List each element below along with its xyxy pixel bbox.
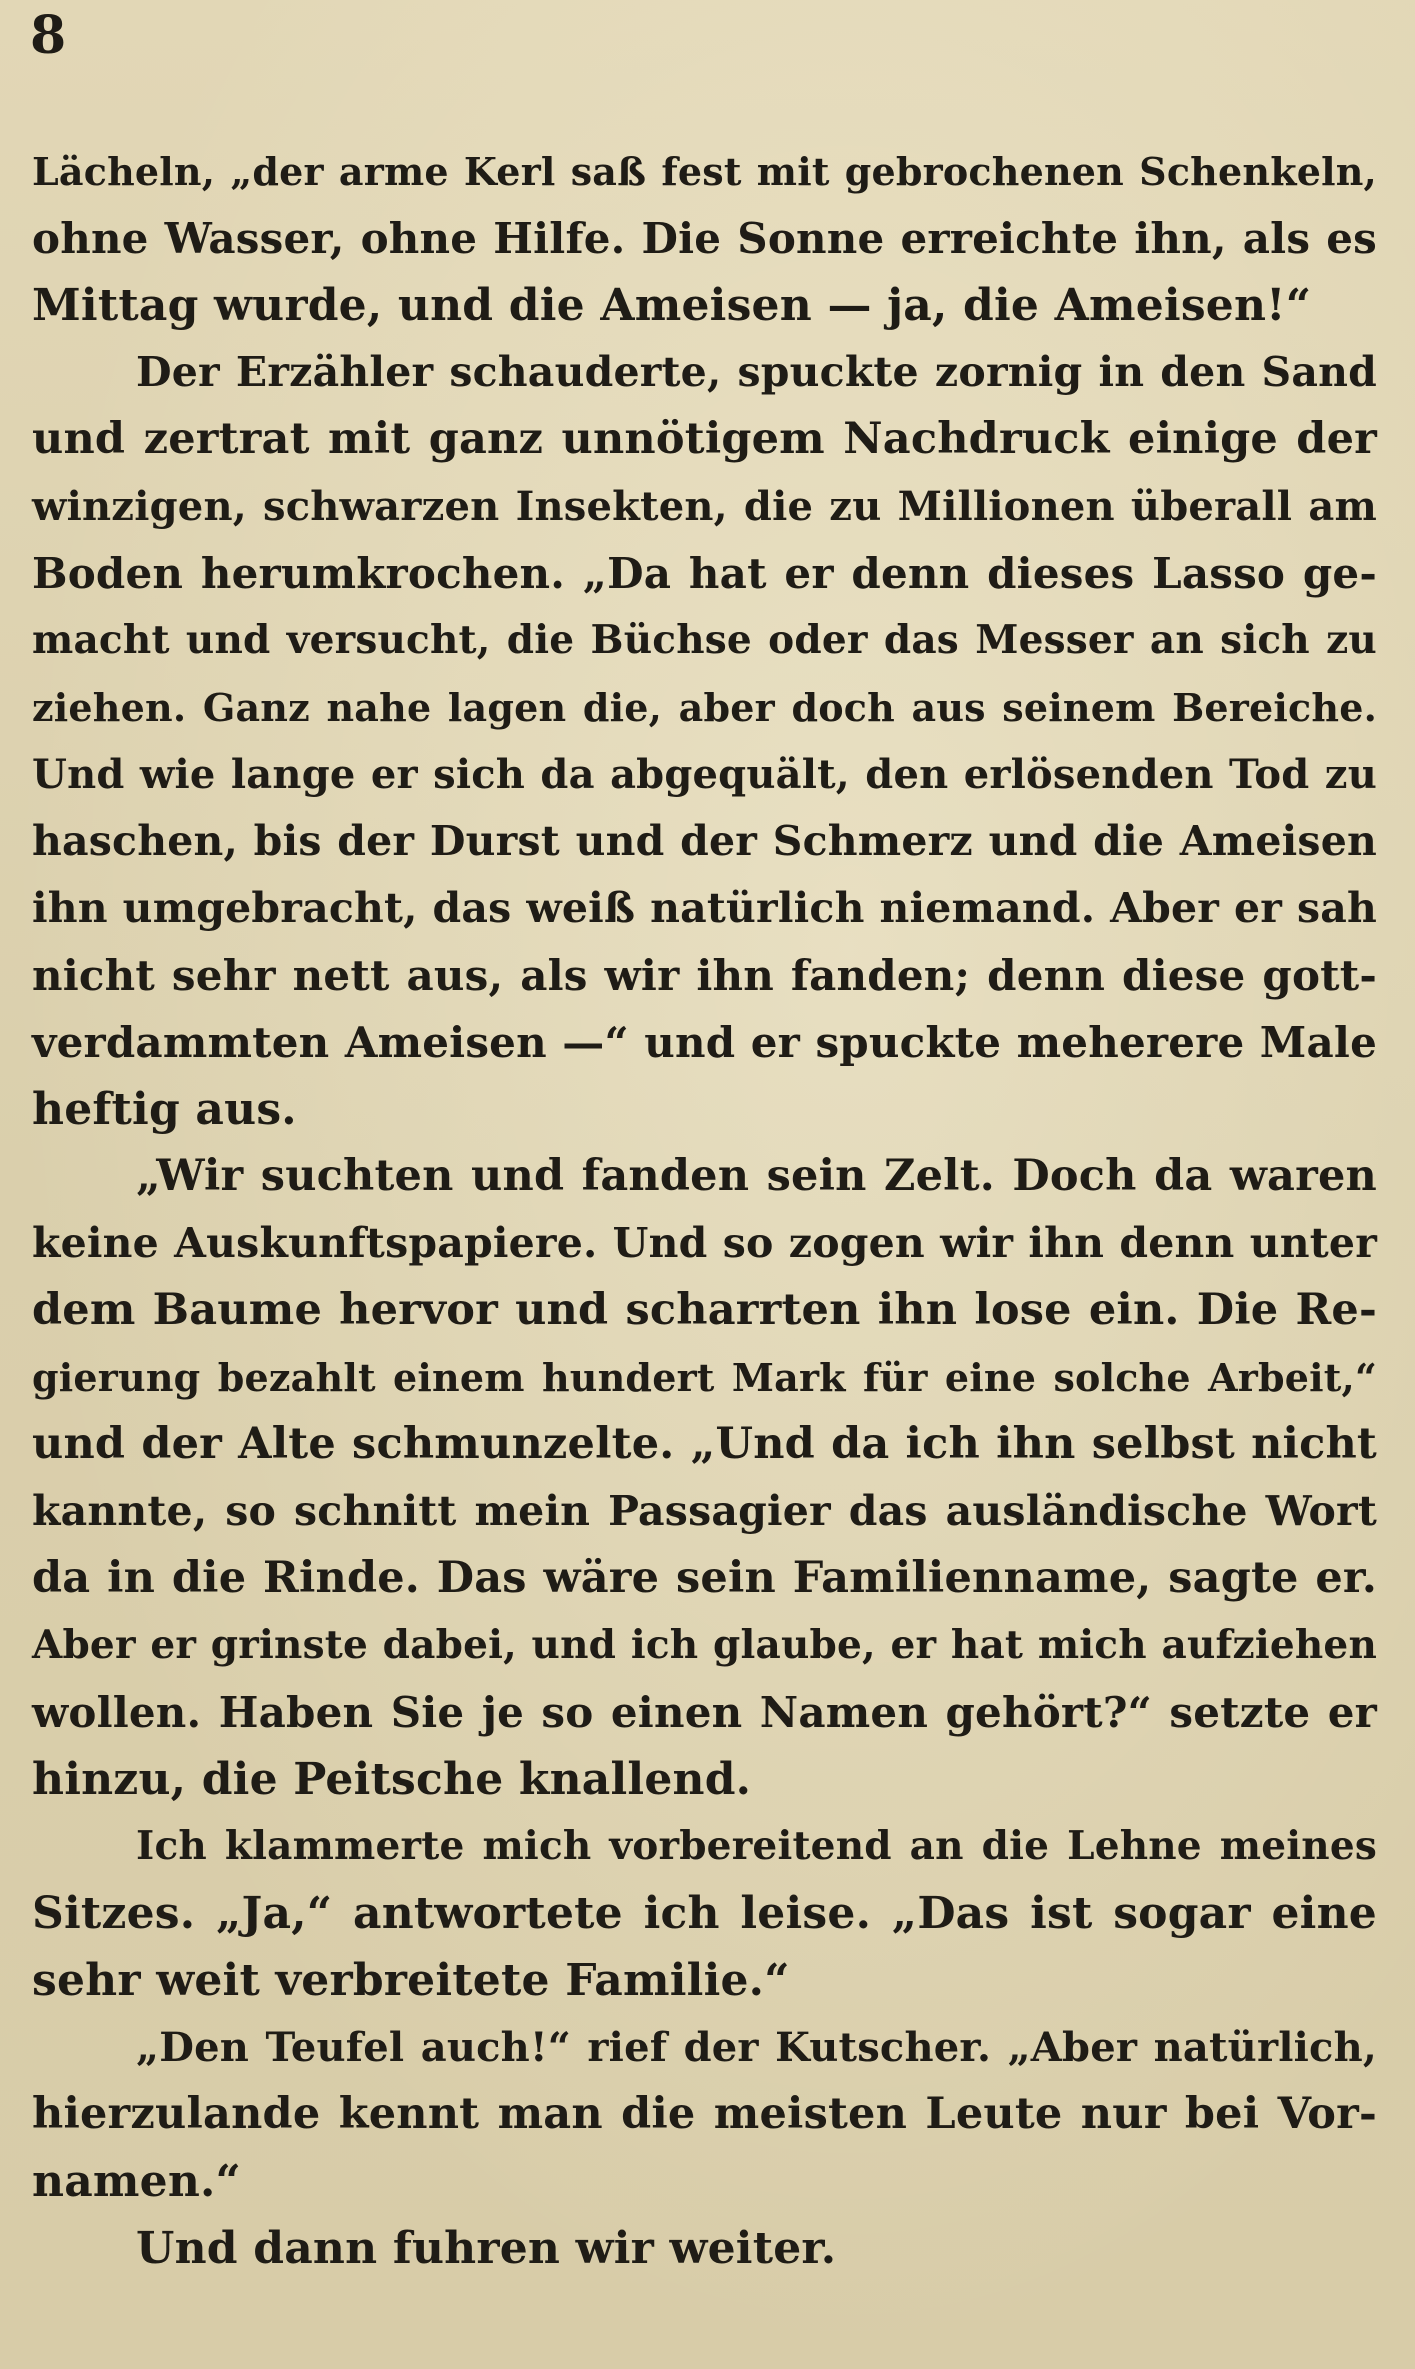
text-line: macht und versucht, die Büchse oder das Messer an sich zu bbox=[32, 617, 1377, 663]
text-line: haschen, bis der Durst und der Schmerz und die Ameisen bbox=[32, 817, 1377, 865]
text-line: Und wie lange er sich da abgequält, den erlösenden Tod zu bbox=[32, 751, 1377, 798]
text-line: Lächeln, „der arme Kerl saß fest mit gebrochenen Schenkeln, bbox=[32, 149, 1377, 194]
body-text bbox=[32, 138, 1377, 2282]
text-line: hinzu, die Peitsche knallend. bbox=[32, 1754, 752, 1805]
page-number: 8 bbox=[30, 5, 67, 66]
text-line: Der Erzähler schauderte, spuckte zornig in den Sand bbox=[136, 348, 1377, 396]
text-line: namen.“ bbox=[32, 2156, 242, 2207]
text-line: ohne Wasser, ohne Hilfe. Die Sonne erreichte ihn, als es bbox=[32, 214, 1377, 263]
text-line: kannte, so schnitt mein Passagier das ausländische Wort bbox=[32, 1487, 1377, 1535]
text-line: Ich klammerte mich vorbereitend an die Lehne meines bbox=[136, 1823, 1377, 1869]
text-line: nicht sehr nett aus, als wir ihn fanden; denn diese gott- bbox=[32, 951, 1377, 1000]
text-line: da in die Rinde. Das wäre sein Familienname, sagte er. bbox=[32, 1553, 1377, 1603]
text-line: Boden herumkrochen. „Da hat er denn dieses Lasso ge- bbox=[32, 549, 1377, 598]
text-line: keine Auskunftspapiere. Und so zogen wir ihn denn unter bbox=[32, 1219, 1377, 1267]
text-line: dem Baume hervor und scharrten ihn lose ein. Die Re- bbox=[32, 1285, 1377, 1335]
text-line: Sitzes. „Ja,“ antwortete ich leise. „Das ist sogar eine bbox=[32, 1888, 1377, 1939]
text-line: „Den Teufel auch!“ rief der Kutscher. „Aber natürlich, bbox=[136, 2024, 1377, 2071]
text-line: wollen. Haben Sie je so einen Namen gehört?“ setzte er bbox=[32, 1688, 1377, 1737]
text-line: ziehen. Ganz nahe lagen die, aber doch aus seinem Bereiche. bbox=[32, 685, 1377, 730]
text-line: und zertrat mit ganz unnötigem Nachdruck einige der bbox=[32, 414, 1377, 464]
text-line: gierung bezahlt einem hundert Mark für eine solche Arbeit,“ bbox=[32, 1355, 1377, 1400]
text-line: „Wir suchten und fanden sein Zelt. Doch da waren bbox=[136, 1151, 1377, 1201]
text-line: heftig aus. bbox=[32, 1084, 297, 1135]
text-line: sehr weit verbreitete Familie.“ bbox=[32, 1955, 790, 2006]
text-line: ihn umgebracht, das weiß natürlich niemand. Aber er sah bbox=[32, 884, 1377, 932]
text-line: Und dann fuhren wir weiter. bbox=[136, 2223, 837, 2274]
text-line: hierzulande kennt man die meisten Leute nur bei Vor- bbox=[32, 2089, 1377, 2139]
text-line: Mittag wurde, und die Ameisen — ja, die Ameisen!“ bbox=[32, 280, 1312, 331]
text-line: verdammten Ameisen —“ und er spuckte meherere Male bbox=[32, 1018, 1377, 1067]
text-line: und der Alte schmunzelte. „Und da ich ihn selbst nicht bbox=[32, 1419, 1377, 1469]
text-line: winzigen, schwarzen Insekten, die zu Millionen überall am bbox=[32, 483, 1377, 530]
text-line: Aber er grinste dabei, und ich glaube, er hat mich aufziehen bbox=[32, 1622, 1377, 1668]
